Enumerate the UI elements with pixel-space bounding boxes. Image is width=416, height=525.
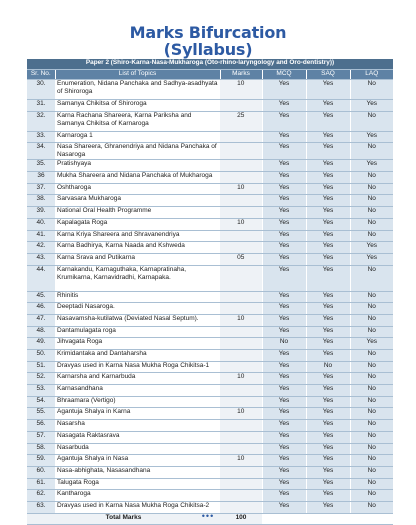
saq-cell: Yes <box>306 385 350 397</box>
saq-cell: Yes <box>306 172 350 184</box>
marks-cell <box>220 361 262 373</box>
topic-cell: Nasarbuda <box>55 443 220 455</box>
saq-cell: Yes <box>306 350 350 362</box>
table-row <box>27 172 393 184</box>
topic-cell: Nasagata Raktasrava <box>55 431 220 443</box>
table-row <box>27 408 393 420</box>
paper-title: Paper 2 (Shiro-Karna-Nasa-Mukharoga (Oto-rhino-laryngology and Oro-dentistry)) <box>27 59 393 70</box>
saq-cell: Yes <box>306 443 350 455</box>
marks-cell <box>220 385 262 397</box>
table-row <box>27 350 393 362</box>
topic-cell: National Oral Health Programme <box>55 207 220 219</box>
saq-cell: Yes <box>306 218 350 230</box>
saq-cell: Yes <box>306 80 350 100</box>
marks-cell <box>220 131 262 143</box>
sr-cell: 46. <box>27 303 55 315</box>
sr-cell: 58. <box>27 443 55 455</box>
mcq-cell: Yes <box>262 218 306 230</box>
column-header-row <box>27 70 393 80</box>
table-row <box>27 478 393 490</box>
sr-cell: 56. <box>27 420 55 432</box>
mcq-cell: Yes <box>262 396 306 408</box>
mcq-cell: No <box>262 338 306 350</box>
topic-cell: Talugata Roga <box>55 478 220 490</box>
table-row <box>27 431 393 443</box>
table-row <box>27 100 393 112</box>
laq-cell: No <box>350 420 393 432</box>
table-row <box>27 303 393 315</box>
laq-cell: No <box>350 265 393 291</box>
mcq-cell: Yes <box>262 172 306 184</box>
saq-cell: Yes <box>306 265 350 291</box>
mcq-cell: Yes <box>262 303 306 315</box>
saq-cell: Yes <box>306 207 350 219</box>
topic-cell: Karnaroga 1 <box>55 131 220 143</box>
table-row <box>27 326 393 338</box>
topic-cell: Kapalagata Roga <box>55 218 220 230</box>
table-row <box>27 195 393 207</box>
laq-cell: Yes <box>350 131 393 143</box>
mcq-cell: Yes <box>262 195 306 207</box>
table-row <box>27 443 393 455</box>
mcq-cell: Yes <box>262 160 306 172</box>
marks-cell <box>220 420 262 432</box>
marks-cell <box>220 207 262 219</box>
sr-cell: 48. <box>27 326 55 338</box>
syllabus-table <box>27 59 393 525</box>
laq-cell: Yes <box>350 160 393 172</box>
table-row <box>27 183 393 195</box>
topic-cell: Dravyas used in Karna Nasa Mukha Roga Chikitsa-1 <box>55 361 220 373</box>
laq-cell: No <box>350 143 393 160</box>
table-row <box>27 207 393 219</box>
saq-cell: Yes <box>306 160 350 172</box>
saq-cell: Yes <box>306 396 350 408</box>
page-subtitle: (Syllabus) <box>163 40 253 59</box>
topic-cell: Karnarsha and Karnarbuda <box>55 373 220 385</box>
sr-cell: 62. <box>27 490 55 502</box>
col-header-marks: Marks <box>220 70 262 80</box>
saq-cell: Yes <box>306 338 350 350</box>
topic-cell: Rhinitis <box>55 291 220 303</box>
topic-cell: Enumeration, Nidana Panchaka and Sadhya-asadhyata of Shiroroga <box>55 80 220 100</box>
laq-cell: No <box>350 111 393 131</box>
topic-cell: Dravyas used in Karna Nasa Mukha Roga Chikitsa-2 <box>55 501 220 513</box>
marks-cell <box>220 265 262 291</box>
mcq-cell: Yes <box>262 420 306 432</box>
topic-cell: Nasavamsha-kutilatwa (Deviated Nasal Septum). <box>55 314 220 326</box>
marks-cell: 10 <box>220 314 262 326</box>
sr-cell: 30. <box>27 80 55 100</box>
laq-cell: No <box>350 501 393 513</box>
laq-cell: No <box>350 408 393 420</box>
topic-cell: Karna Srava and Putikarna <box>55 253 220 265</box>
laq-cell: Yes <box>350 100 393 112</box>
page-footer-dots: ••• <box>201 511 215 521</box>
sr-cell: 41. <box>27 230 55 242</box>
sr-cell: 50. <box>27 350 55 362</box>
sr-cell: 53. <box>27 385 55 397</box>
table-row <box>27 466 393 478</box>
mcq-cell: Yes <box>262 408 306 420</box>
marks-cell <box>220 160 262 172</box>
sr-cell: 44. <box>27 265 55 291</box>
laq-cell: No <box>350 291 393 303</box>
topic-cell: Karna Kriya Shareera and Shravanendriya <box>55 230 220 242</box>
saq-cell: Yes <box>306 326 350 338</box>
sr-cell: 40. <box>27 218 55 230</box>
laq-cell: No <box>350 373 393 385</box>
laq-cell: No <box>350 172 393 184</box>
laq-cell: No <box>350 207 393 219</box>
mcq-cell: Yes <box>262 490 306 502</box>
mcq-cell: Yes <box>262 207 306 219</box>
table-row <box>27 160 393 172</box>
saq-cell: Yes <box>306 291 350 303</box>
laq-cell: Yes <box>350 242 393 254</box>
sr-cell: 55. <box>27 408 55 420</box>
saq-cell: Yes <box>306 100 350 112</box>
topic-cell: Nasa-abhighata, Nasasandhana <box>55 466 220 478</box>
marks-cell <box>220 326 262 338</box>
sr-cell: 37. <box>27 183 55 195</box>
marks-cell <box>220 291 262 303</box>
marks-cell <box>220 303 262 315</box>
saq-cell: Yes <box>306 501 350 513</box>
sr-cell: 38. <box>27 195 55 207</box>
topic-cell: Samanya Chikitsa of Shiroroga <box>55 100 220 112</box>
mcq-cell: Yes <box>262 326 306 338</box>
marks-cell <box>220 443 262 455</box>
sr-cell: 52. <box>27 373 55 385</box>
topic-cell: Krimidantaka and Dantaharsha <box>55 350 220 362</box>
saq-cell: Yes <box>306 242 350 254</box>
table-row <box>27 361 393 373</box>
table-row <box>27 143 393 160</box>
marks-cell <box>220 350 262 362</box>
table-row <box>27 230 393 242</box>
marks-cell <box>220 490 262 502</box>
sr-cell: 54. <box>27 396 55 408</box>
saq-cell: Yes <box>306 408 350 420</box>
mcq-cell: Yes <box>262 443 306 455</box>
mcq-cell: Yes <box>262 242 306 254</box>
mcq-cell: Yes <box>262 265 306 291</box>
topic-cell: Mukha Shareera and Nidana Panchaka of Mukharoga <box>55 172 220 184</box>
table-row <box>27 131 393 143</box>
laq-cell: No <box>350 466 393 478</box>
sr-cell: 51. <box>27 361 55 373</box>
sr-cell: 31. <box>27 100 55 112</box>
marks-cell <box>220 195 262 207</box>
marks-cell: 10 <box>220 183 262 195</box>
table-row <box>27 80 393 100</box>
table-row <box>27 373 393 385</box>
col-header-laq: LAQ <box>350 70 393 80</box>
marks-cell <box>220 242 262 254</box>
marks-cell <box>220 143 262 160</box>
sr-cell: 39. <box>27 207 55 219</box>
laq-cell: No <box>350 396 393 408</box>
laq-cell: No <box>350 80 393 100</box>
topic-cell: Agantuja Shalya in Karna <box>55 408 220 420</box>
sr-cell: 47. <box>27 314 55 326</box>
mcq-cell: Yes <box>262 361 306 373</box>
mcq-cell: Yes <box>262 455 306 467</box>
topic-cell: Agantuja Shalya in Nasa <box>55 455 220 467</box>
laq-cell: No <box>350 385 393 397</box>
table-row <box>27 385 393 397</box>
total-label: Total Marks <box>27 513 220 524</box>
topic-cell: Deeptadi Nasaroga. <box>55 303 220 315</box>
table-row <box>27 490 393 502</box>
marks-cell <box>220 338 262 350</box>
laq-cell: Yes <box>350 338 393 350</box>
mcq-cell: Yes <box>262 100 306 112</box>
total-marks-value: 100 <box>220 513 262 524</box>
sr-cell: 63. <box>27 501 55 513</box>
saq-cell: Yes <box>306 490 350 502</box>
saq-cell: Yes <box>306 314 350 326</box>
table-row <box>27 314 393 326</box>
col-header-mcq: MCQ <box>262 70 306 80</box>
saq-cell: Yes <box>306 253 350 265</box>
table-row <box>27 242 393 254</box>
laq-cell: No <box>350 431 393 443</box>
saq-cell: Yes <box>306 143 350 160</box>
sr-cell: 33. <box>27 131 55 143</box>
mcq-cell: Yes <box>262 478 306 490</box>
topic-cell: Pratishyaya <box>55 160 220 172</box>
marks-cell: 05 <box>220 253 262 265</box>
topic-cell: Sarvasara Mukharoga <box>55 195 220 207</box>
topic-cell: Kantharoga <box>55 490 220 502</box>
saq-cell: Yes <box>306 303 350 315</box>
marks-cell: 10 <box>220 408 262 420</box>
sr-cell: 57. <box>27 431 55 443</box>
table-row <box>27 111 393 131</box>
mcq-cell: Yes <box>262 111 306 131</box>
table-row <box>27 265 393 291</box>
saq-cell: Yes <box>306 195 350 207</box>
saq-cell: Yes <box>306 455 350 467</box>
saq-cell: Yes <box>306 431 350 443</box>
mcq-cell: Yes <box>262 466 306 478</box>
mcq-cell: Yes <box>262 314 306 326</box>
laq-cell: No <box>350 303 393 315</box>
topic-cell: Karnakandu, Karnaguthaka, Karnapratinaha, Krumikarna, Karnavidradhi, Karnapaka. <box>55 265 220 291</box>
saq-cell: Yes <box>306 466 350 478</box>
mcq-cell: Yes <box>262 143 306 160</box>
topic-cell: Bhraamara (Vertigo) <box>55 396 220 408</box>
mcq-cell: Yes <box>262 291 306 303</box>
laq-cell: No <box>350 350 393 362</box>
laq-cell: Yes <box>350 253 393 265</box>
marks-cell <box>220 478 262 490</box>
mcq-cell: Yes <box>262 131 306 143</box>
laq-cell: No <box>350 455 393 467</box>
topic-cell: Nasa Shareera, Ghranendriya and Nidana Panchaka of Nasaroga <box>55 143 220 160</box>
topic-cell: Jihvagata Roga <box>55 338 220 350</box>
laq-cell: No <box>350 195 393 207</box>
sr-cell: 35. <box>27 160 55 172</box>
sr-cell: 36 <box>27 172 55 184</box>
sr-cell: 42. <box>27 242 55 254</box>
table-row <box>27 396 393 408</box>
laq-cell: No <box>350 183 393 195</box>
marks-cell <box>220 396 262 408</box>
topic-cell: Karna Rachana Shareera, Karna Pariksha and Samanya Chikitsa of Karnaroga <box>55 111 220 131</box>
topic-cell: Nasarsha <box>55 420 220 432</box>
marks-cell <box>220 172 262 184</box>
saq-cell: Yes <box>306 230 350 242</box>
marks-cell: 10 <box>220 218 262 230</box>
topic-cell: Oshtharoga <box>55 183 220 195</box>
marks-cell <box>220 466 262 478</box>
sr-cell: 61. <box>27 478 55 490</box>
saq-cell: Yes <box>306 111 350 131</box>
laq-cell: No <box>350 478 393 490</box>
table-row <box>27 253 393 265</box>
mcq-cell: Yes <box>262 183 306 195</box>
mcq-cell: Yes <box>262 350 306 362</box>
mcq-cell: Yes <box>262 385 306 397</box>
laq-cell: No <box>350 361 393 373</box>
marks-cell <box>220 100 262 112</box>
sr-cell: 45. <box>27 291 55 303</box>
marks-cell: 10 <box>220 80 262 100</box>
sr-cell: 49. <box>27 338 55 350</box>
mcq-cell: Yes <box>262 230 306 242</box>
mcq-cell: Yes <box>262 373 306 385</box>
sr-cell: 32. <box>27 111 55 131</box>
topic-cell: Dantamulagata roga <box>55 326 220 338</box>
laq-cell: No <box>350 490 393 502</box>
laq-cell: No <box>350 443 393 455</box>
laq-cell: No <box>350 314 393 326</box>
mcq-cell: Yes <box>262 431 306 443</box>
mcq-cell: Yes <box>262 253 306 265</box>
laq-cell: No <box>350 218 393 230</box>
paper-header-row <box>27 59 393 70</box>
saq-cell: Yes <box>306 478 350 490</box>
saq-cell: Yes <box>306 183 350 195</box>
saq-cell: Yes <box>306 420 350 432</box>
marks-cell <box>220 431 262 443</box>
table-row <box>27 455 393 467</box>
table-row <box>27 291 393 303</box>
marks-cell: 25 <box>220 111 262 131</box>
mcq-cell: Yes <box>262 80 306 100</box>
table-row <box>27 218 393 230</box>
laq-cell: No <box>350 326 393 338</box>
topic-cell: Karna Badhirya, Karna Naada and Kshweda <box>55 242 220 254</box>
marks-cell: 10 <box>220 373 262 385</box>
page-title: Marks Bifurcation <box>129 23 287 42</box>
saq-cell: Yes <box>306 131 350 143</box>
sr-cell: 59. <box>27 455 55 467</box>
marks-cell: 10 <box>220 455 262 467</box>
sr-cell: 43. <box>27 253 55 265</box>
sr-cell: 34. <box>27 143 55 160</box>
col-header-saq: SAQ <box>306 70 350 80</box>
saq-cell: Yes <box>306 373 350 385</box>
sr-cell: 60. <box>27 466 55 478</box>
table-row <box>27 420 393 432</box>
col-header-sr: Sr. No. <box>27 70 55 80</box>
mcq-cell: Yes <box>262 501 306 513</box>
laq-cell: No <box>350 230 393 242</box>
saq-cell: No <box>306 361 350 373</box>
col-header-topics: List of Topics <box>55 70 220 80</box>
topic-cell: Karnasandhana <box>55 385 220 397</box>
table-row <box>27 338 393 350</box>
marks-cell <box>220 230 262 242</box>
